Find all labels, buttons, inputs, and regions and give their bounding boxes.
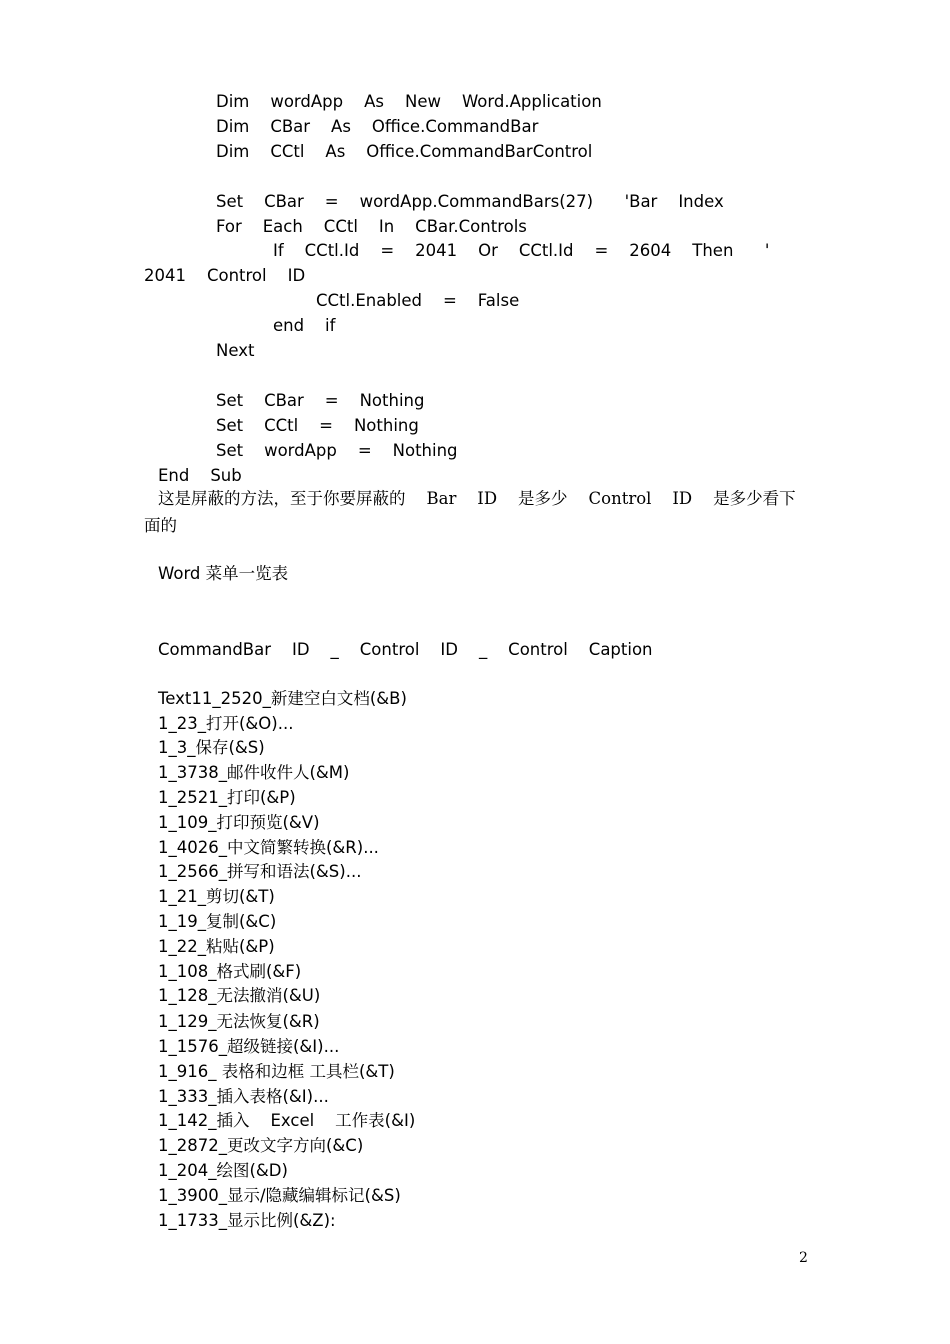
menu-list-title: Word 菜单一览表 <box>158 564 289 583</box>
code-line-set-cctl-nothing: Set CCtl = Nothing <box>216 416 419 435</box>
code-line-dim-cctl: Dim CCtl As Office.CommandBarControl <box>216 142 593 161</box>
menu-list-item: 1_4026_中文简繁转换(&R)... <box>158 838 379 857</box>
menu-list-item: 1_108_格式刷(&F) <box>158 962 302 981</box>
menu-list-item: 1_204_绘图(&D) <box>158 1161 288 1180</box>
menu-list-item: 1_916_ 表格和边框 工具栏(&T) <box>158 1062 395 1081</box>
code-line-end-sub: End Sub <box>158 466 242 485</box>
code-line-set-cbar-nothing: Set CBar = Nothing <box>216 391 425 410</box>
code-line-if: If CCtl.Id = 2041 Or CCtl.Id = 2604 Then ' <box>273 241 770 260</box>
menu-list-item: 1_19_复制(&C) <box>158 912 277 931</box>
code-line-end-if: end if <box>273 316 336 335</box>
menu-list-item: 1_333_插入表格(&I)... <box>158 1087 329 1106</box>
code-line-enabled: CCtl.Enabled = False <box>316 291 520 310</box>
code-line-dim-wordapp: Dim wordApp As New Word.Application <box>216 92 602 111</box>
menu-list-item: 1_3_保存(&S) <box>158 738 265 757</box>
menu-list-item: 1_2872_更改文字方向(&C) <box>158 1136 364 1155</box>
code-line-if-continued: 2041 Control ID <box>144 266 306 285</box>
explanation-line-1: 这是屏蔽的方法，至于你要屏蔽的 Bar ID 是多少 Control ID 是多少看下 <box>158 489 796 508</box>
menu-list-item: 1_23_打开(&O)... <box>158 714 294 733</box>
code-line-next: Next <box>216 341 255 360</box>
code-line-set-wordapp-nothing: Set wordApp = Nothing <box>216 441 458 460</box>
menu-list-item: 1_128_无法撤消(&U) <box>158 986 321 1005</box>
code-line-for-each: For Each CCtl In CBar.Controls <box>216 217 527 236</box>
menu-list-item: 1_3900_显示/隐藏编辑标记(&S) <box>158 1186 401 1205</box>
menu-list-item: 1_2566_拼写和语法(&S)... <box>158 862 362 881</box>
code-line-set-cbar: Set CBar = wordApp.CommandBars(27) 'Bar Index <box>216 192 724 211</box>
explanation-line-2: 面的 <box>144 516 177 535</box>
menu-list-item: 1_142_插入 Excel 工作表(&I) <box>158 1111 416 1130</box>
menu-list-item: 1_2521_打印(&P) <box>158 788 296 807</box>
menu-list-header: CommandBar ID _ Control ID _ Control Caption <box>158 640 653 659</box>
menu-list-item: 1_109_打印预览(&V) <box>158 813 320 832</box>
code-line-dim-cbar: Dim CBar As Office.CommandBar <box>216 117 539 136</box>
menu-list-item: 1_1733_显示比例(&Z): <box>158 1211 336 1230</box>
menu-list-item: Text11_2520_新建空白文档(&B) <box>158 689 407 708</box>
menu-list-item: 1_21_剪切(&T) <box>158 887 275 906</box>
menu-list-item: 1_3738_邮件收件人(&M) <box>158 763 350 782</box>
menu-list-item: 1_1576_超级链接(&I)... <box>158 1037 340 1056</box>
menu-list-item: 1_22_粘贴(&P) <box>158 937 275 956</box>
menu-list-item: 1_129_无法恢复(&R) <box>158 1012 320 1031</box>
page-number: 2 <box>799 1250 808 1266</box>
